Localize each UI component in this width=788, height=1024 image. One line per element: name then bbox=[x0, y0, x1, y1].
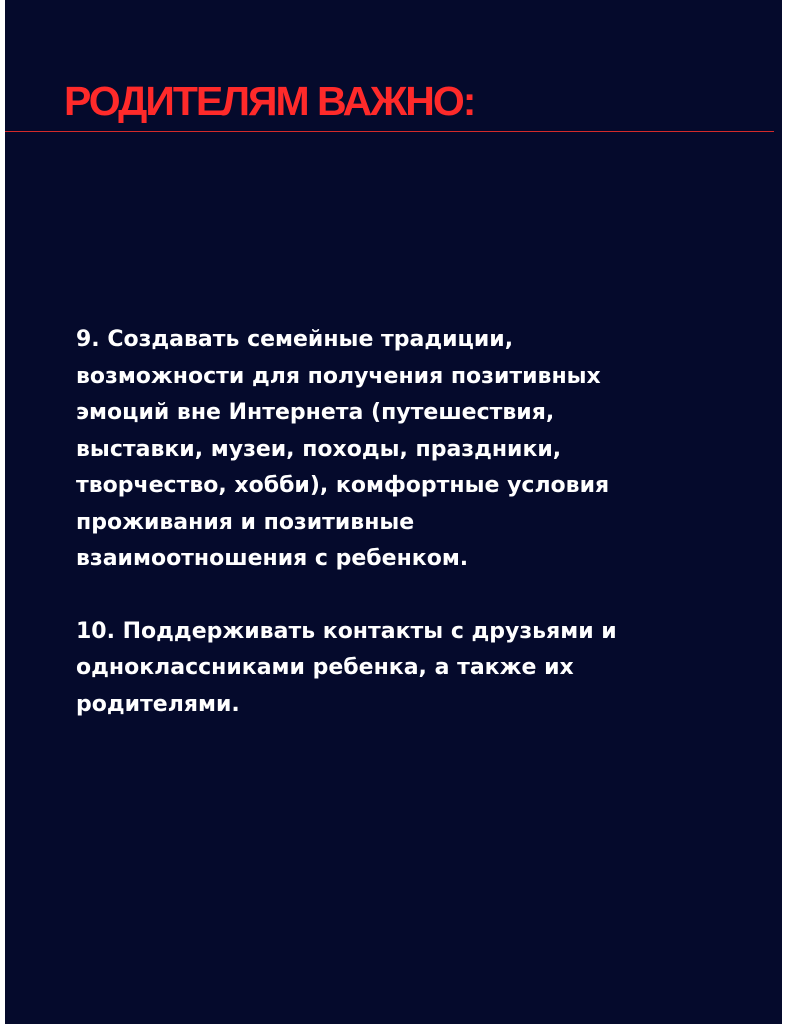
paragraph-item-10: 10. Поддерживать контакты с друзьями и одноклассниками ребенка, а также их родителями. bbox=[76, 618, 617, 717]
slide-body bbox=[76, 322, 716, 723]
paragraph-item-9: 9. Создавать семейные традиции, возможности для получения позитивных эмоций вне Интернета (путешествия, выставки, музеи, походы, праздники, творчество, хобби), комфортные условия проживания и позитивные взаимоотношения с ребенком. bbox=[76, 327, 610, 571]
title-divider bbox=[5, 131, 774, 132]
slide-title: РОДИТЕЛЯМ ВАЖНО: bbox=[64, 78, 475, 124]
slide bbox=[5, 0, 782, 1024]
